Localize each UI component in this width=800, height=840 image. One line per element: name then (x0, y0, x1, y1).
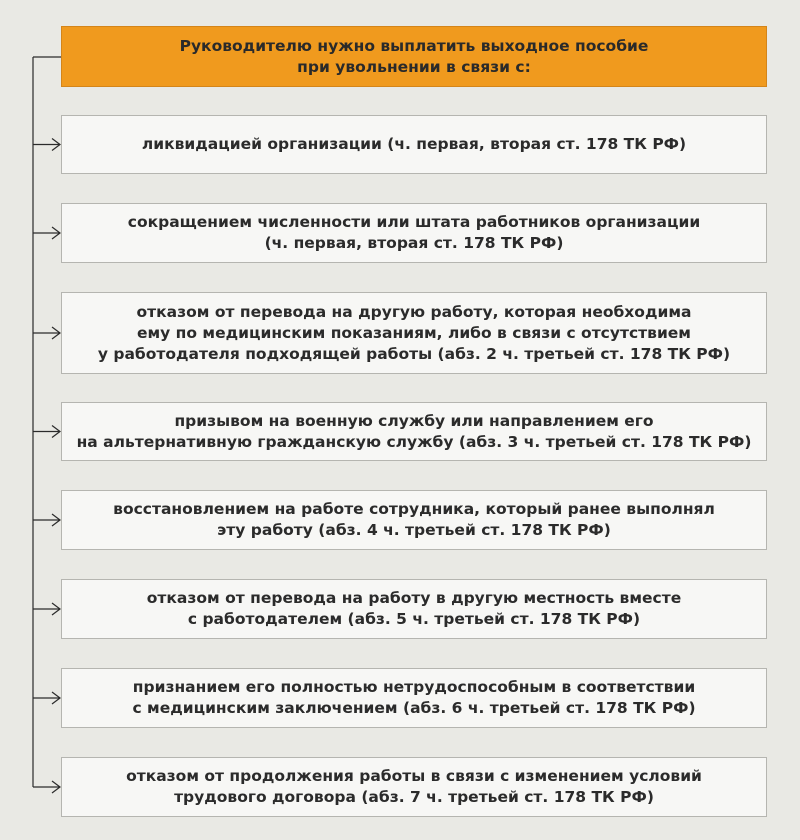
item-military-conscription: призывом на военную службу или направлением его на альтернативную гражданскую службу (абз. 3 ч. третьей ст. 178 ТК РФ) (61, 402, 767, 461)
item-refuse-medical-transfer: отказом от перевода на другую работу, которая необходима ему по медицинским показаниям, либо в связи с отсутствием у работодателя подходящей работы (абз. 2 ч. третьей ст. 178 ТК РФ) (61, 292, 767, 374)
item-refuse-relocation: отказом от перевода на работу в другую местность вместе с работодателем (абз. 5 ч. третьей ст. 178 ТК РФ) (61, 579, 767, 639)
item-staff-reduction: сокращением численности или штата работников организации (ч. первая, вторая ст. 178 ТК РФ) (61, 203, 767, 263)
item-incapacity: признанием его полностью нетрудоспособным в соответствии с медицинским заключением (абз. 6 ч. третьей ст. 178 ТК РФ) (61, 668, 767, 728)
item-reinstatement: восстановлением на работе сотрудника, который ранее выполнял эту работу (абз. 4 ч. третьей ст. 178 ТК РФ) (61, 490, 767, 550)
header-box: Руководителю нужно выплатить выходное пособие при увольнении в связи с: (61, 26, 767, 87)
item-liquidation: ликвидацией организации (ч. первая, вторая ст. 178 ТК РФ) (61, 115, 767, 174)
item-refuse-changed-terms: отказом от продолжения работы в связи с изменением условий трудового договора (абз. 7 ч. третьей ст. 178 ТК РФ) (61, 757, 767, 817)
